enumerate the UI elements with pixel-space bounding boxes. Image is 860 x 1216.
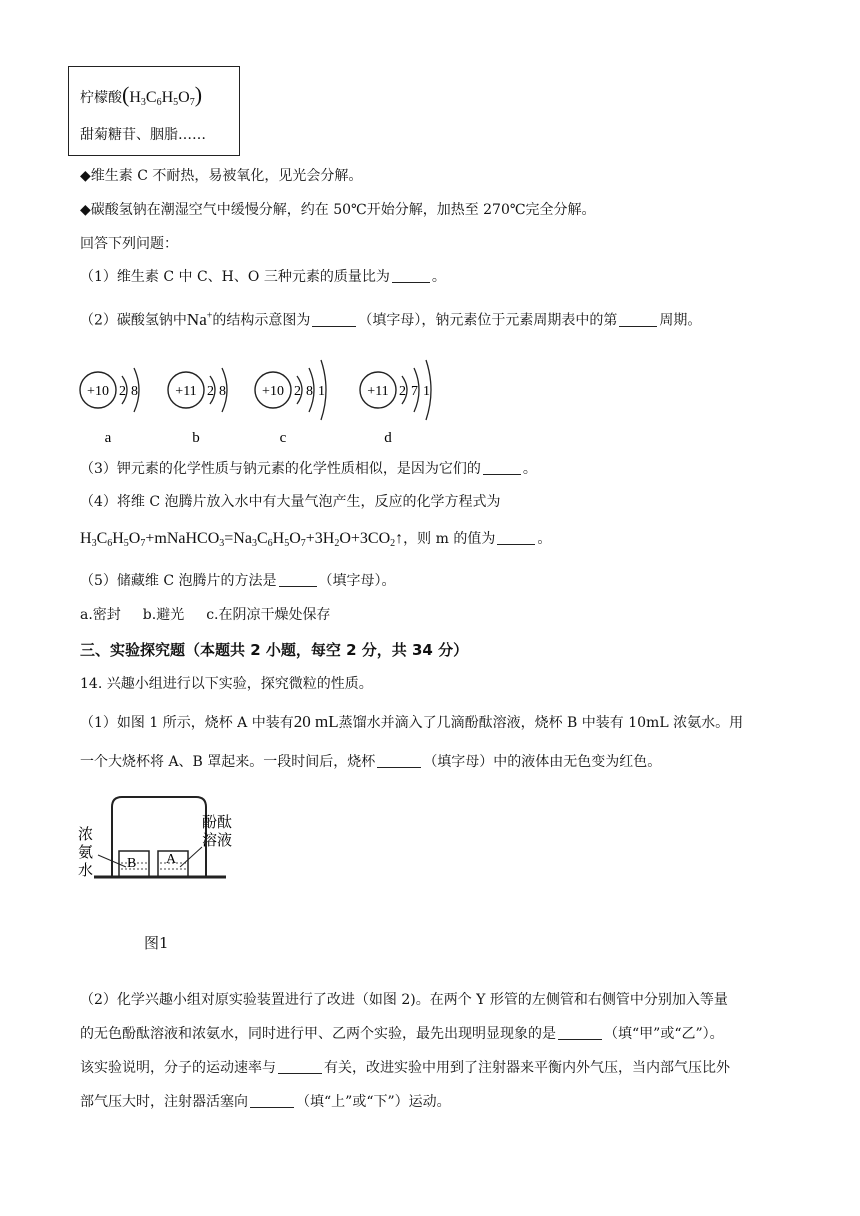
- sodium-ion: Na+: [186, 309, 213, 329]
- nuclear-charge: +11: [367, 384, 389, 399]
- q5-text: （5）储藏维 C 泡腾片的方法是: [80, 573, 277, 589]
- q5-options: [80, 605, 331, 625]
- question-5: （5）储藏维 C 泡腾片的方法是 （填字母）。: [80, 573, 396, 589]
- shell-electron-count: 8: [306, 384, 313, 399]
- question-2: （2）碳酸氢钠中Na+的结构示意图为 （填字母），钠元素位于元素周期表中的第 周期。: [80, 309, 702, 329]
- diagram-label: c: [279, 430, 287, 446]
- option-a: a.密封: [80, 607, 121, 623]
- diagram-label: a: [104, 430, 112, 446]
- section-3-title: 三、实验探究题（本题共 2 小题，每空 2 分，共 34 分）: [80, 641, 469, 659]
- atom-structure-diagrams: [70, 340, 450, 450]
- beaker-b-label: B: [127, 856, 137, 871]
- q2-text: （2）碳酸氢钠中: [80, 312, 187, 329]
- nuclear-charge: +10: [87, 384, 109, 399]
- question-4: （4）将维 C 泡腾片放入水中有大量气泡产生，反应的化学方程式为: [80, 494, 501, 510]
- figure-1-caption: 图1: [144, 934, 169, 952]
- shell-electron-count: 2: [119, 384, 126, 399]
- answer-blank[interactable]: [377, 753, 421, 768]
- q14-part2-line3: 该实验说明，分子的运动速率与 有关，改进实验中用到了注射器来平衡内外气压，当内部气压比外: [80, 1060, 730, 1076]
- answer-blank[interactable]: [279, 572, 317, 587]
- atom-diagram-d: [360, 360, 431, 446]
- option-c: c.在阴凉干燥处保存: [206, 607, 331, 623]
- question-1: （1）维生素 C 中 C、H、O 三种元素的质量比为 。: [80, 269, 446, 285]
- svg-text:氨: 氨: [78, 845, 94, 861]
- reaction-equation: $H_3C_6H_5O_7+mNaHCO_3=Na_3C_6H_5O_7+3H_2O+3CO_2↑$: [80, 530, 404, 549]
- answer-blank[interactable]: [483, 460, 521, 475]
- shell-electron-count: 8: [219, 384, 226, 399]
- shell-electron-count: 1: [423, 384, 430, 399]
- fact-nahco3: ◆碳酸氢钠在潮湿空气中缓慢分解，约在 50℃开始分解，加热至 270℃完全分解。: [80, 202, 596, 218]
- box-line2: 甜菊糖苷、胭脂……: [80, 127, 206, 143]
- q14-part2-line2: 的无色酚酞溶液和浓氨水，同时进行甲、乙两个实验，最先出现明显现象的是 （填“甲”或“乙”）。: [80, 1026, 724, 1042]
- figure-1-diagram: [74, 795, 264, 905]
- answer-blank[interactable]: [312, 312, 356, 327]
- shell-electron-count: 8: [131, 384, 138, 399]
- question-3: （3）钾元素的化学性质与钠元素的化学性质相似，是因为它们的 。: [80, 461, 537, 477]
- answer-prompt: 回答下列问题：: [80, 236, 178, 252]
- diagram-label: b: [192, 430, 200, 446]
- shell-electron-count: 2: [294, 384, 301, 399]
- question-14-stem: 14. 兴趣小组进行以下实验，探究微粒的性质。: [80, 676, 373, 692]
- shell-electron-count: 7: [411, 384, 418, 399]
- fact-vitamin-c: ◆维生素 C 不耐热，易被氧化，见光会分解。: [80, 168, 363, 184]
- svg-text:水: 水: [78, 863, 94, 879]
- reaction-equation-line: $H_3C_6H_5O_7+mNaHCO_3=Na_3C_6H_5O_7+3H_2O+3CO_2↑$，则 m 的值为 。: [80, 530, 552, 549]
- q14-part1-line2: 一个大烧杯将 A、B 罩起来。一段时间后，烧杯 （填字母）中的液体由无色变为红色。: [80, 754, 662, 770]
- q14-part2-line4: 部气压大时，注射器活塞向 （填“上”或“下”）运动。: [80, 1094, 451, 1110]
- q3-text: （3）钾元素的化学性质与钠元素的化学性质相似，是因为它们的: [80, 461, 481, 477]
- shell-electron-count: 1: [318, 384, 325, 399]
- svg-text:溶液: 溶液: [202, 833, 233, 849]
- q14-part1-line1: （1）如图 1 所示，烧杯 A 中装有20 mL蒸馏水并滴入了几滴酚酞溶液，烧杯 B 中装有 10mL 浓氨水。用: [80, 712, 744, 731]
- ammonia-label: 浓: [78, 827, 94, 843]
- citric-acid-label: 柠檬酸: [80, 90, 122, 106]
- citric-acid-line: 柠檬酸$(H_3C_6H_5O_7)$: [80, 82, 203, 108]
- atom-diagram-c: [255, 360, 326, 446]
- answer-blank[interactable]: [278, 1059, 322, 1074]
- nuclear-charge: +10: [262, 384, 284, 399]
- q1-text: （1）维生素 C 中 C、H、O 三种元素的质量比为: [80, 269, 390, 285]
- answer-blank[interactable]: [392, 268, 430, 283]
- answer-blank[interactable]: [250, 1093, 294, 1108]
- q14-part2-line1: （2）化学兴趣小组对原实验装置进行了改进（如图 2)。在两个 Y 形管的左侧管和右侧管中分别加入等量: [80, 992, 728, 1008]
- atom-diagram-a: [80, 368, 139, 446]
- phenolphthalein-label: 酚酞: [202, 815, 233, 831]
- answer-blank[interactable]: [497, 530, 535, 545]
- volume-value: 20 mL: [293, 712, 339, 731]
- diagram-label: d: [384, 430, 392, 446]
- atom-diagram-b: [168, 368, 227, 446]
- answer-blank[interactable]: [558, 1025, 602, 1040]
- nuclear-charge: +11: [175, 384, 197, 399]
- shell-electron-count: 2: [207, 384, 214, 399]
- shell-electron-count: 2: [399, 384, 406, 399]
- beaker-a-label: A: [166, 852, 177, 867]
- option-b: b.避光: [142, 607, 185, 623]
- answer-blank[interactable]: [619, 312, 657, 327]
